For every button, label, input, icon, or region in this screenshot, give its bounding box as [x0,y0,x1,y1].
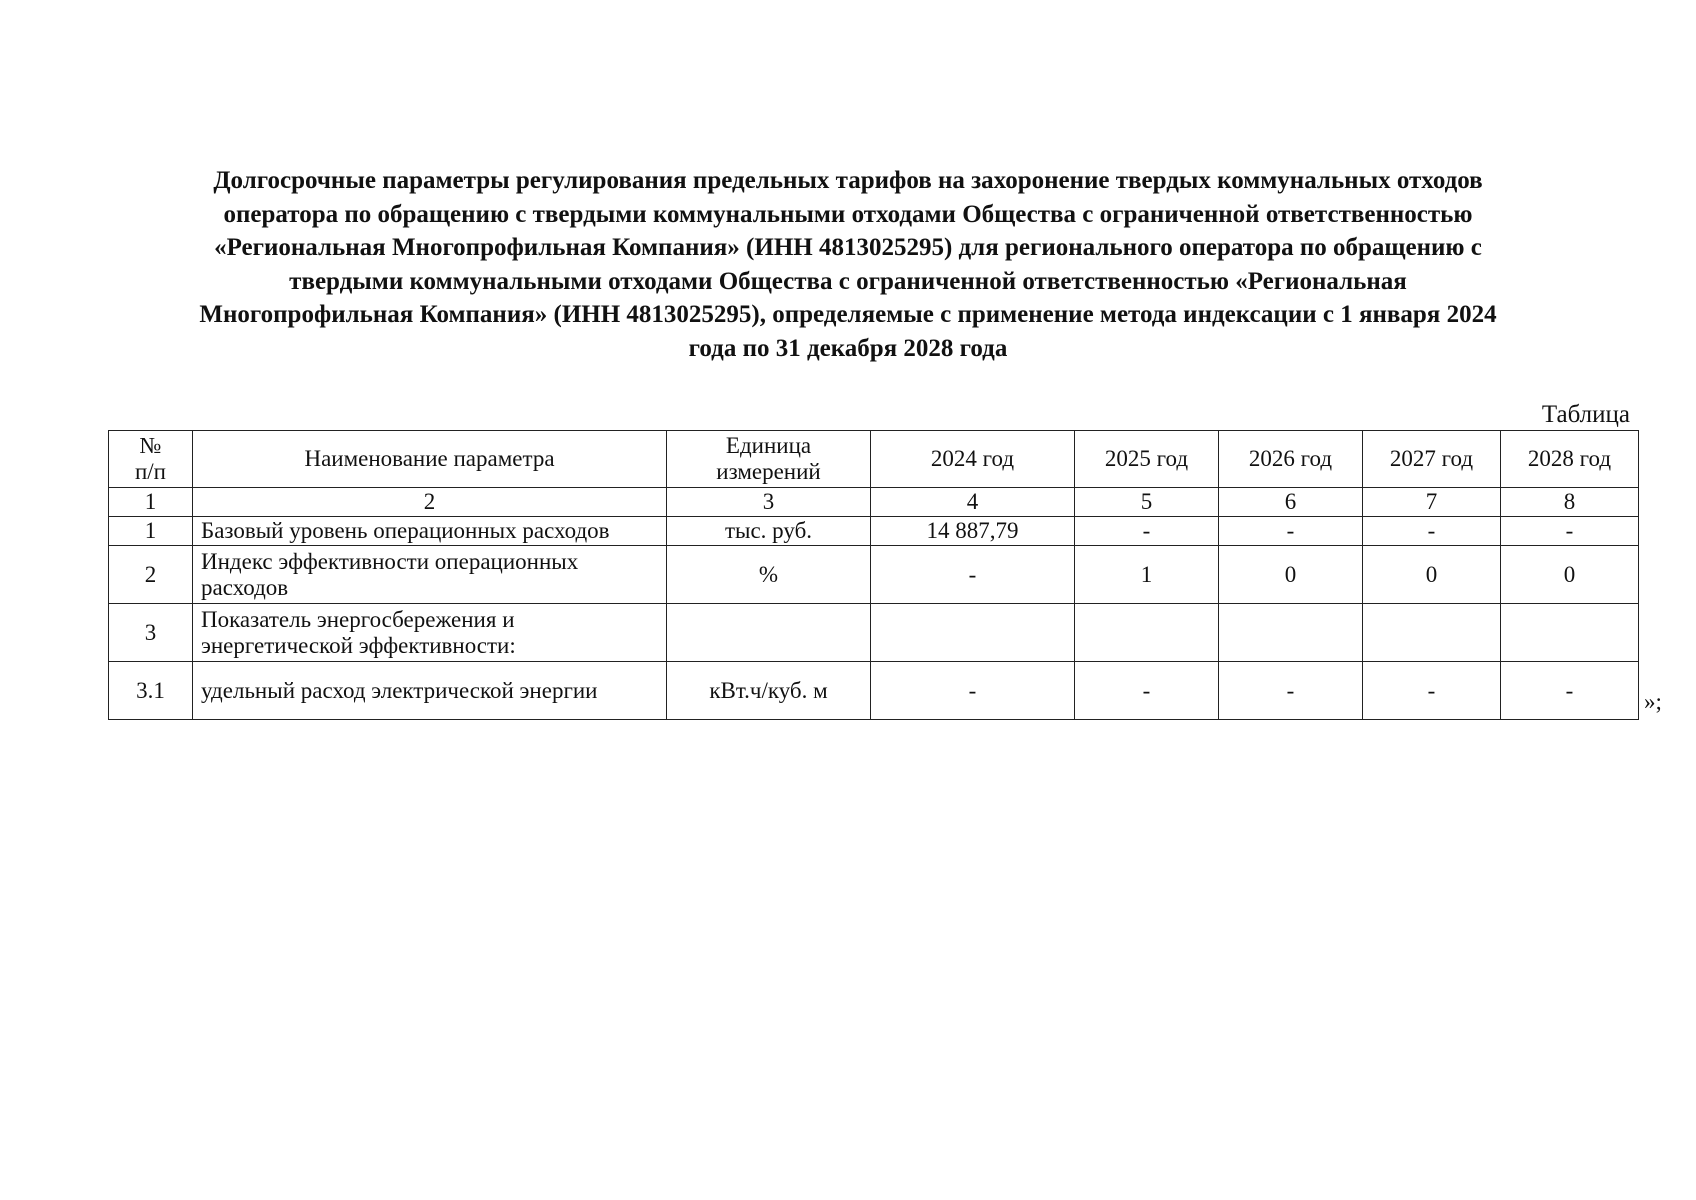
row-value-2028: - [1501,517,1639,546]
row-value-2026: - [1219,662,1363,720]
title-line: «Региональная Многопрофильная Компания» (ИНН 4813025295) для регионального оператора по обращению с [214,234,1482,261]
header-cell-number [109,431,193,488]
table-row [109,662,1639,720]
header-cell-2028: 2028 год [1501,431,1639,488]
header-unit-line2: измерений [716,459,821,484]
document-title [110,164,1586,365]
row-value-2024: 14 887,79 [871,517,1075,546]
header-number-line2: п/п [134,459,166,484]
row-unit [667,604,871,662]
row-value-2027: - [1363,517,1501,546]
row-parameter-name: Базовый уровень операционных расходов [193,517,667,546]
header-cell-2027: 2027 год [1363,431,1501,488]
column-index-cell: 3 [667,488,871,517]
row-number: 2 [109,546,193,604]
row-value-2024: - [871,662,1075,720]
column-index-cell: 7 [1363,488,1501,517]
row-value-2026: 0 [1219,546,1363,604]
table-row [109,517,1639,546]
closing-quote-mark: »; [1644,689,1662,714]
row-value-2025: - [1075,662,1219,720]
title-line: оператора по обращению с твердыми коммунальными отходами Общества с ограниченной ответственностью [223,200,1473,228]
row-value-2025: - [1075,517,1219,546]
row-value-2028 [1501,604,1639,662]
row-unit: тыс. руб. [667,517,871,546]
title-line: года по 31 декабря 2028 года [688,334,1008,362]
table-header-row [109,431,1639,488]
column-index-cell: 8 [1501,488,1639,517]
column-index-cell: 1 [109,488,193,517]
header-cell-name: Наименование параметра [193,431,667,488]
header-unit-line1: Единица [725,433,812,458]
header-cell-2025: 2025 год [1075,431,1219,488]
row-number: 3 [109,604,193,662]
table-row [109,546,1639,604]
title-line: твердыми коммунальными отходами Общества с ограниченной ответственностью «Региональная [289,267,1407,295]
row-value-2024 [871,604,1075,662]
row-value-2028: - [1501,662,1639,720]
column-index-cell: 4 [871,488,1075,517]
header-number-line1: № [139,433,162,458]
row-value-2025 [1075,604,1219,662]
row-unit: кВт.ч/куб. м [667,662,871,720]
row-value-2027: 0 [1363,546,1501,604]
header-cell-2026: 2026 год [1219,431,1363,488]
title-line: Многопрофильная Компания» (ИНН 4813025295), определяемые с применение метода индексации с 1 января 2024 [199,301,1497,328]
title-line: Долгосрочные параметры регулирования предельных тарифов на захоронение твердых коммунальных отходов [213,167,1483,194]
column-index-row [109,488,1639,517]
parameters-table [108,430,1639,720]
header-cell-2024: 2024 год [871,431,1075,488]
row-parameter-name: Показатель энергосбережения и энергетической эффективности: [193,604,667,662]
row-value-2024: - [871,546,1075,604]
row-value-2026: - [1219,517,1363,546]
row-number: 1 [109,517,193,546]
column-index-cell: 2 [193,488,667,517]
row-parameter-name: удельный расход электрической энергии [193,662,667,720]
row-parameter-name: Индекс эффективности операционных расходов [193,546,667,604]
table-label: Таблица [1541,401,1630,428]
row-value-2027: - [1363,662,1501,720]
row-unit: % [667,546,871,604]
row-value-2028: 0 [1501,546,1639,604]
table-row [109,604,1639,662]
column-index-cell: 5 [1075,488,1219,517]
row-value-2026 [1219,604,1363,662]
row-value-2025: 1 [1075,546,1219,604]
header-cell-unit [667,431,871,488]
row-number: 3.1 [109,662,193,720]
column-index-cell: 6 [1219,488,1363,517]
row-value-2027 [1363,604,1501,662]
